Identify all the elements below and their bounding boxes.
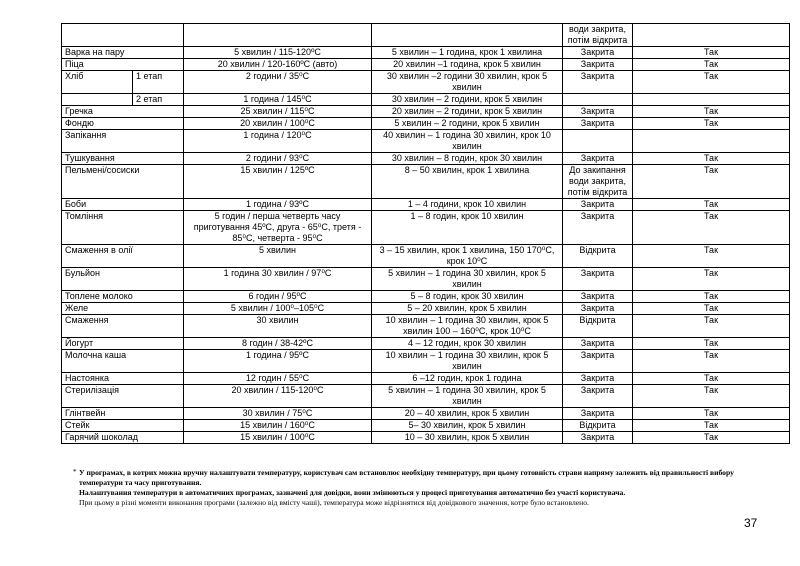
default-time-cell: 1 година / 95ºC <box>184 350 372 373</box>
table-row <box>62 245 790 268</box>
keep-warm-cell: Так <box>633 291 790 303</box>
time-range-cell: 4 – 12 годин, крок 30 хвилин <box>372 338 563 350</box>
program-name-cell: Йогурт <box>62 338 184 350</box>
keep-warm-cell: Так <box>633 106 790 118</box>
default-time-cell: 30 хвилин <box>184 315 372 338</box>
keep-warm-cell: Так <box>633 153 790 165</box>
program-name-cell: Желе <box>62 303 184 315</box>
program-name-cell: Настоянка <box>62 373 184 385</box>
lid-position-cell: Відкрита <box>563 420 633 432</box>
lid-position-cell <box>563 94 633 106</box>
time-range-cell: 5 хвилин – 2 години, крок 5 хвилин <box>372 118 563 130</box>
keep-warm-cell: Так <box>633 268 790 291</box>
program-name-cell: Варка на пару <box>62 47 184 59</box>
lid-position-cell: води закрита, потім відкрита <box>563 24 633 47</box>
keep-warm-cell: Так <box>633 303 790 315</box>
time-range-cell: 30 хвилин –2 години 30 хвилин, крок 5 хвилин <box>372 71 563 94</box>
time-range-cell: 10 – 30 хвилин, крок 5 хвилин <box>372 432 563 444</box>
lid-position-cell: Закрита <box>563 408 633 420</box>
lid-position-cell: Закрита <box>563 291 633 303</box>
lid-position-cell: Закрита <box>563 432 633 444</box>
time-range-cell: 20 – 40 хвилин, крок 5 хвилин <box>372 408 563 420</box>
footnote-manual-temperature: У програмах, в котрих можна вручну налаштувати температуру, користувач сам встановлює необхідну температуру, при цьому готовність страви напряму залежить від правильності вибору температури та часу приготування. <box>79 468 734 487</box>
keep-warm-cell: Так <box>633 385 790 408</box>
table-row <box>62 94 790 106</box>
footnote-auto-temperature: Налаштування температури в автоматичних програмах, зазначені для довідки, вони змінюються у процесі приготування автоматично без участі користувача. <box>79 488 626 497</box>
time-range-cell <box>372 24 563 47</box>
keep-warm-cell: Так <box>633 199 790 211</box>
program-name-cell: Бульйон <box>62 268 184 291</box>
table-row <box>62 71 790 94</box>
program-name-cell: Гарячий шоколад <box>62 432 184 444</box>
program-name-cell <box>62 94 133 106</box>
program-name-cell: Боби <box>62 199 184 211</box>
default-time-cell: 1 година 30 хвилин / 97⁰C <box>184 268 372 291</box>
programs-table-body <box>62 24 790 444</box>
keep-warm-cell <box>633 24 790 47</box>
lid-position-cell: Закрита <box>563 71 633 94</box>
default-time-cell: 25 хвилин / 115⁰C <box>184 106 372 118</box>
program-name-cell: Топлене молоко <box>62 291 184 303</box>
default-time-cell: 20 хвилин / 100⁰C <box>184 118 372 130</box>
lid-position-cell: Закрита <box>563 373 633 385</box>
time-range-cell: 10 хвилин – 1 година 30 хвилин, крок 5 хвилин <box>372 350 563 373</box>
program-name-cell <box>62 24 184 47</box>
default-time-cell: 1 година / 145⁰C <box>184 94 372 106</box>
lid-position-cell: Закрита <box>563 211 633 245</box>
lid-position-cell: Закрита <box>563 106 633 118</box>
default-time-cell: 12 годин / 55⁰C <box>184 373 372 385</box>
keep-warm-cell: Так <box>633 59 790 71</box>
program-name-cell: Глінтвейн <box>62 408 184 420</box>
keep-warm-cell: Так <box>633 118 790 130</box>
table-row <box>62 24 790 47</box>
program-name-cell: Стейк <box>62 420 184 432</box>
lid-position-cell <box>563 130 633 153</box>
table-row <box>62 303 790 315</box>
keep-warm-cell: Так <box>633 71 790 94</box>
table-row <box>62 47 790 59</box>
default-time-cell: 1 година / 93ºC <box>184 199 372 211</box>
time-range-cell: 20 хвилин – 2 години, крок 5 хвилин <box>372 106 563 118</box>
program-name-cell: Смаження <box>62 315 184 338</box>
program-name-cell: Запікання <box>62 130 184 153</box>
lid-position-cell: До закипання води закрита, потім відкрита <box>563 165 633 199</box>
table-row <box>62 373 790 385</box>
lid-position-cell: Закрита <box>563 385 633 408</box>
keep-warm-cell: Так <box>633 315 790 338</box>
keep-warm-cell: Так <box>633 47 790 59</box>
table-row <box>62 268 790 291</box>
default-time-cell: 15 хвилин / 125ºC <box>184 165 372 199</box>
time-range-cell: 30 хвилин – 2 години, крок 5 хвилин <box>372 94 563 106</box>
program-stage-cell: 2 етап <box>133 94 184 106</box>
lid-position-cell: Закрита <box>563 47 633 59</box>
table-row <box>62 350 790 373</box>
program-name-cell: Смаження в олії <box>62 245 184 268</box>
keep-warm-cell <box>633 130 790 153</box>
default-time-cell: 20 хвилин / 120-160ºC (авто) <box>184 59 372 71</box>
program-name-cell: Томління <box>62 211 184 245</box>
lid-position-cell: Закрита <box>563 338 633 350</box>
time-range-cell: 20 хвилин –1 година, крок 5 хвилин <box>372 59 563 71</box>
table-row <box>62 130 790 153</box>
lid-position-cell: Закрита <box>563 303 633 315</box>
time-range-cell: 6 –12 годин, крок 1 година <box>372 373 563 385</box>
time-range-cell: 30 хвилин – 8 годин, крок 30 хвилин <box>372 153 563 165</box>
page-number: 37 <box>744 516 758 530</box>
time-range-cell: 5 хвилин – 1 година 30 хвилин, крок 5 хвилин <box>372 385 563 408</box>
time-range-cell: 5 – 8 годин, крок 30 хвилин <box>372 291 563 303</box>
lid-position-cell: Закрита <box>563 153 633 165</box>
footnote-asterisk: * <box>73 468 77 476</box>
default-time-cell: 5 хвилин / 100⁰–105⁰C <box>184 303 372 315</box>
time-range-cell: 40 хвилин – 1 година 30 хвилин, крок 10 хвилин <box>372 130 563 153</box>
lid-position-cell: Відкрита <box>563 245 633 268</box>
default-time-cell: 5 годин / перша четверть часу приготування 45ºC, друга - 65⁰C, третя - 85⁰C, четверта - 95⁰C <box>184 211 372 245</box>
table-row <box>62 153 790 165</box>
table-row <box>62 165 790 199</box>
default-time-cell: 15 хвилин / 100⁰C <box>184 432 372 444</box>
keep-warm-cell: Так <box>633 245 790 268</box>
table-row <box>62 211 790 245</box>
default-time-cell: 20 хвилин / 115-120⁰C <box>184 385 372 408</box>
time-range-cell: 5 – 20 хвилин, крок 5 хвилин <box>372 303 563 315</box>
table-row <box>62 59 790 71</box>
time-range-cell: 8 – 50 хвилин, крок 1 хвилина <box>372 165 563 199</box>
table-row <box>62 338 790 350</box>
default-time-cell: 5 хвилин / 115-120ºC <box>184 47 372 59</box>
table-row <box>62 420 790 432</box>
lid-position-cell: Закрита <box>563 350 633 373</box>
program-name-cell: Пельмені/сосиски <box>62 165 184 199</box>
lid-position-cell: Закрита <box>563 59 633 71</box>
keep-warm-cell: Так <box>633 350 790 373</box>
program-name-cell: Молочна каша <box>62 350 184 373</box>
table-row <box>62 385 790 408</box>
default-time-cell: 30 хвилин / 75⁰C <box>184 408 372 420</box>
table-row <box>62 408 790 420</box>
keep-warm-cell: Так <box>633 165 790 199</box>
time-range-cell: 1 – 8 годин, крок 10 хвилин <box>372 211 563 245</box>
default-time-cell: 8 годин / 38-42ºC <box>184 338 372 350</box>
time-range-cell: 5 хвилин – 1 година 30 хвилин, крок 5 хвилин <box>372 268 563 291</box>
default-time-cell: 15 хвилин / 160⁰C <box>184 420 372 432</box>
keep-warm-cell: Так <box>633 408 790 420</box>
default-time-cell <box>184 24 372 47</box>
time-range-cell: 3 – 15 хвилин, крок 1 хвилина, 150 170⁰C, крок 10⁰C <box>372 245 563 268</box>
time-range-cell: 1 – 4 години, крок 10 хвилин <box>372 199 563 211</box>
default-time-cell: 1 година / 120⁰C <box>184 130 372 153</box>
keep-warm-cell: Так <box>633 338 790 350</box>
program-stage-cell: 1 етап <box>133 71 184 94</box>
programs-table <box>61 23 790 444</box>
program-name-cell: Хліб <box>62 71 133 94</box>
table-row <box>62 432 790 444</box>
keep-warm-cell: Так <box>633 432 790 444</box>
lid-position-cell: Відкрита <box>563 315 633 338</box>
program-name-cell: Тушкування <box>62 153 184 165</box>
footnotes <box>73 468 779 508</box>
default-time-cell: 2 години / 35⁰C <box>184 71 372 94</box>
program-name-cell: Гречка <box>62 106 184 118</box>
time-range-cell: 10 хвилин – 1 година 30 хвилин, крок 5 хвилин 100 – 160⁰C, крок 10⁰C <box>372 315 563 338</box>
keep-warm-cell <box>633 94 790 106</box>
lid-position-cell: Закрита <box>563 199 633 211</box>
table-row <box>62 118 790 130</box>
table-row <box>62 315 790 338</box>
program-name-cell: Стерилізація <box>62 385 184 408</box>
table-row <box>62 106 790 118</box>
keep-warm-cell: Так <box>633 211 790 245</box>
default-time-cell: 2 години / 93⁰C <box>184 153 372 165</box>
default-time-cell: 5 хвилин <box>184 245 372 268</box>
time-range-cell: 5 хвилин – 1 година, крок 1 хвилина <box>372 47 563 59</box>
program-name-cell: Піца <box>62 59 184 71</box>
program-name-cell: Фондю <box>62 118 184 130</box>
keep-warm-cell: Так <box>633 420 790 432</box>
time-range-cell: 5– 30 хвилин, крок 5 хвилин <box>372 420 563 432</box>
keep-warm-cell: Так <box>633 373 790 385</box>
table-row <box>62 199 790 211</box>
footnote-temperature-variation: При цьому в різні моменти виконання програми (залежно від вмісту чаші), температура може відрізнятися від довідкового значення, котре було встановлено. <box>79 498 589 507</box>
lid-position-cell: Закрита <box>563 268 633 291</box>
table-row <box>62 291 790 303</box>
lid-position-cell: Закрита <box>563 118 633 130</box>
default-time-cell: 6 годин / 95ºC <box>184 291 372 303</box>
